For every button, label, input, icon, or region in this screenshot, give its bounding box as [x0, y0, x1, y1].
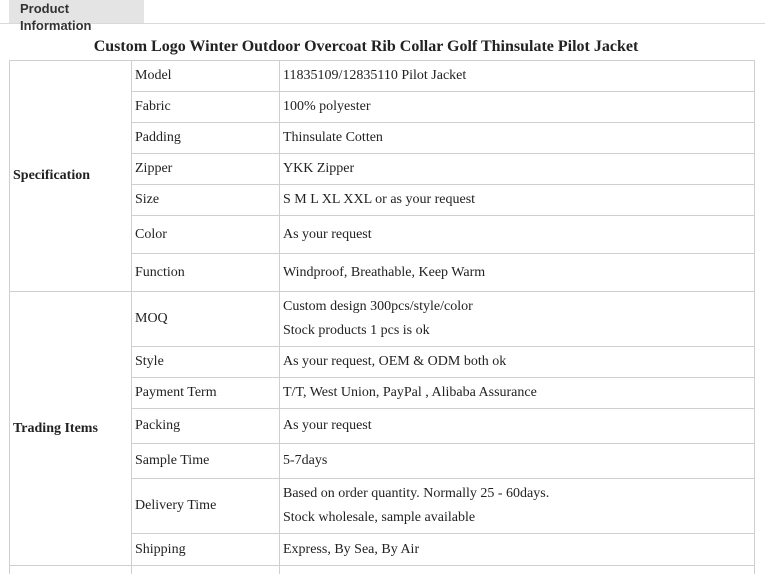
row-value-sample-time: 5-7days: [280, 444, 755, 479]
row-label-function: Function: [132, 254, 280, 292]
moq-line-2: Stock products 1 pcs is ok: [283, 323, 754, 339]
row-value-fabric: 100% polyester: [280, 92, 755, 123]
row-value-style: As your request, OEM & ODM both ok: [280, 347, 755, 378]
table-cell-empty: [10, 566, 132, 574]
tab-bar: [0, 0, 765, 24]
row-value-shipping: Express, By Sea, By Air: [280, 534, 755, 566]
row-value-padding: Thinsulate Cotten: [280, 123, 755, 154]
row-value-color: As your request: [280, 216, 755, 254]
row-value-delivery-time: [280, 479, 755, 534]
row-label-size: Size: [132, 185, 280, 216]
delivery-line-1: Based on order quantity. Normally 25 - 60days.: [283, 486, 549, 501]
row-value-zipper: YKK Zipper: [280, 154, 755, 185]
row-label-fabric: Fabric: [132, 92, 280, 123]
table-cell-empty: [280, 566, 755, 574]
moq-line-1: Custom design 300pcs/style/color: [283, 299, 473, 314]
row-label-sample-time: Sample Time: [132, 444, 280, 479]
row-value-packing: As your request: [280, 409, 755, 444]
row-label-model: Model: [132, 61, 280, 92]
group-label-specification: Specification: [10, 61, 132, 292]
row-label-payment-term: Payment Term: [132, 378, 280, 409]
row-label-padding: Padding: [132, 123, 280, 154]
table-cell-empty: [132, 566, 280, 574]
row-value-function: Windproof, Breathable, Keep Warm: [280, 254, 755, 292]
row-label-color: Color: [132, 216, 280, 254]
product-title: Custom Logo Winter Outdoor Overcoat Rib Collar Golf Thinsulate Pilot Jacket: [0, 38, 732, 56]
row-value-payment-term: T/T, West Union, PayPal , Alibaba Assurance: [280, 378, 755, 409]
row-value-size: S M L XL XXL or as your request: [280, 185, 755, 216]
row-label-style: Style: [132, 347, 280, 378]
table-row: [10, 292, 755, 347]
row-label-moq: MOQ: [132, 292, 280, 347]
tab-product-information[interactable]: Product Information: [9, 0, 144, 23]
row-label-zipper: Zipper: [132, 154, 280, 185]
table-row-partial: [10, 566, 755, 574]
row-label-delivery-time: Delivery Time: [132, 479, 280, 534]
row-value-model: 11835109/12835110 Pilot Jacket: [280, 61, 755, 92]
table-row: [10, 61, 755, 92]
group-label-trading-items: Trading Items: [10, 292, 132, 566]
delivery-line-2: Stock wholesale, sample available: [283, 510, 754, 526]
row-value-moq: [280, 292, 755, 347]
product-spec-table: [9, 60, 755, 574]
row-label-packing: Packing: [132, 409, 280, 444]
row-label-shipping: Shipping: [132, 534, 280, 566]
